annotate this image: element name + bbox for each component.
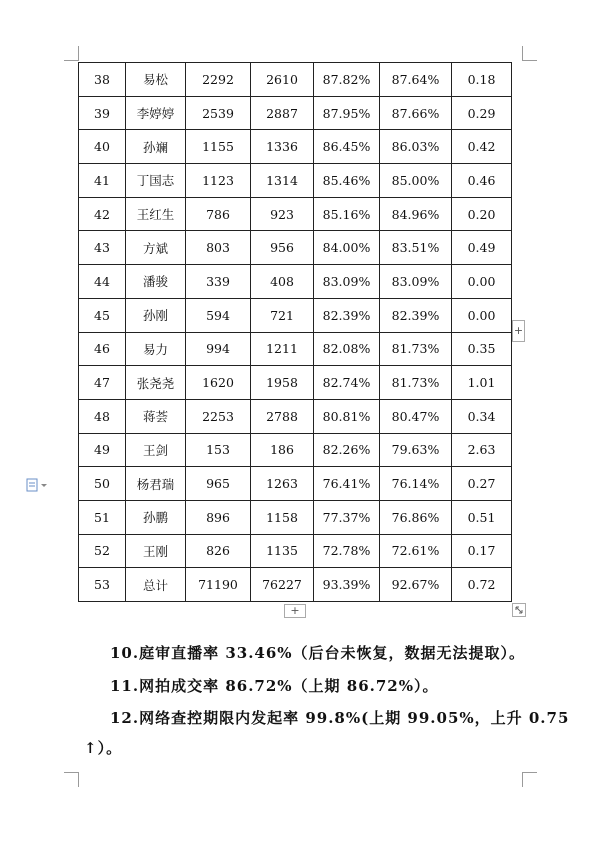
table-row bbox=[79, 399, 512, 433]
rank-cell: 43 bbox=[79, 231, 126, 265]
table-row bbox=[79, 366, 512, 400]
rate-previous-cell: 80.47% bbox=[380, 399, 452, 433]
change-cell: 0.42 bbox=[452, 130, 512, 164]
count-b-cell: 408 bbox=[251, 265, 314, 299]
rate-previous-cell: 79.63% bbox=[380, 433, 452, 467]
name-cell: 孙刚 bbox=[126, 298, 186, 332]
rate-previous-cell: 76.86% bbox=[380, 500, 452, 534]
count-a-cell: 2539 bbox=[186, 96, 251, 130]
table-row bbox=[79, 231, 512, 265]
count-a-cell: 826 bbox=[186, 534, 251, 568]
name-cell: 蒋荟 bbox=[126, 399, 186, 433]
change-cell: 0.72 bbox=[452, 568, 512, 602]
rank-cell: 45 bbox=[79, 298, 126, 332]
rate-current-cell: 83.09% bbox=[314, 265, 380, 299]
name-cell: 王剑 bbox=[126, 433, 186, 467]
rank-cell: 48 bbox=[79, 399, 126, 433]
table-row bbox=[79, 197, 512, 231]
count-a-cell: 803 bbox=[186, 231, 251, 265]
count-a-cell: 1123 bbox=[186, 164, 251, 198]
count-b-cell: 1958 bbox=[251, 366, 314, 400]
name-cell: 丁国志 bbox=[126, 164, 186, 198]
table-row bbox=[79, 332, 512, 366]
change-cell: 0.20 bbox=[452, 197, 512, 231]
name-cell: 杨君瑞 bbox=[126, 467, 186, 501]
name-cell: 孙鹏 bbox=[126, 500, 186, 534]
rate-previous-cell: 82.39% bbox=[380, 298, 452, 332]
rank-cell: 42 bbox=[79, 197, 126, 231]
name-cell: 总计 bbox=[126, 568, 186, 602]
count-b-cell: 721 bbox=[251, 298, 314, 332]
change-cell: 0.51 bbox=[452, 500, 512, 534]
count-b-cell: 2610 bbox=[251, 63, 314, 97]
rank-cell: 51 bbox=[79, 500, 126, 534]
rank-cell: 41 bbox=[79, 164, 126, 198]
name-cell: 王刚 bbox=[126, 534, 186, 568]
table-row bbox=[79, 164, 512, 198]
change-cell: 0.17 bbox=[452, 534, 512, 568]
count-b-cell: 1336 bbox=[251, 130, 314, 164]
rank-cell: 49 bbox=[79, 433, 126, 467]
rank-cell: 53 bbox=[79, 568, 126, 602]
change-cell: 0.35 bbox=[452, 332, 512, 366]
resize-arrow-icon bbox=[513, 604, 525, 616]
rank-cell: 46 bbox=[79, 332, 126, 366]
name-cell: 王红生 bbox=[126, 197, 186, 231]
page-corner-mark-bottom-right bbox=[522, 772, 537, 787]
rate-current-cell: 82.08% bbox=[314, 332, 380, 366]
paragraph-12-continued: ↑）。 bbox=[84, 739, 123, 757]
change-cell: 0.34 bbox=[452, 399, 512, 433]
change-cell: 0.29 bbox=[452, 96, 512, 130]
table-row bbox=[79, 534, 512, 568]
table-row bbox=[79, 568, 512, 602]
rank-cell: 38 bbox=[79, 63, 126, 97]
table-row bbox=[79, 500, 512, 534]
paragraph-12: 12.网络查控期限内发起率 99.8%(上期 99.05%，上升 0.75 bbox=[110, 709, 570, 727]
change-cell: 2.63 bbox=[452, 433, 512, 467]
table-row bbox=[79, 63, 512, 97]
table-resize-handle[interactable] bbox=[512, 603, 526, 617]
rate-current-cell: 85.46% bbox=[314, 164, 380, 198]
count-a-cell: 2292 bbox=[186, 63, 251, 97]
count-b-cell: 1135 bbox=[251, 534, 314, 568]
rate-current-cell: 82.74% bbox=[314, 366, 380, 400]
rate-previous-cell: 87.66% bbox=[380, 96, 452, 130]
count-a-cell: 994 bbox=[186, 332, 251, 366]
count-b-cell: 1263 bbox=[251, 467, 314, 501]
change-cell: 0.00 bbox=[452, 298, 512, 332]
table-row bbox=[79, 298, 512, 332]
count-a-cell: 594 bbox=[186, 298, 251, 332]
rate-current-cell: 82.26% bbox=[314, 433, 380, 467]
count-a-cell: 153 bbox=[186, 433, 251, 467]
count-b-cell: 76227 bbox=[251, 568, 314, 602]
rate-previous-cell: 83.09% bbox=[380, 265, 452, 299]
count-b-cell: 1211 bbox=[251, 332, 314, 366]
rate-current-cell: 87.82% bbox=[314, 63, 380, 97]
name-cell: 潘骏 bbox=[126, 265, 186, 299]
rate-previous-cell: 92.67% bbox=[380, 568, 452, 602]
rank-cell: 40 bbox=[79, 130, 126, 164]
table-row bbox=[79, 467, 512, 501]
rate-current-cell: 84.00% bbox=[314, 231, 380, 265]
count-a-cell: 896 bbox=[186, 500, 251, 534]
page-corner-mark-top-right bbox=[522, 46, 537, 61]
table-row bbox=[79, 96, 512, 130]
page-corner-mark-top-left bbox=[64, 46, 79, 61]
rate-current-cell: 80.81% bbox=[314, 399, 380, 433]
rate-previous-cell: 81.73% bbox=[380, 366, 452, 400]
paste-options-icon[interactable] bbox=[26, 477, 48, 491]
change-cell: 0.00 bbox=[452, 265, 512, 299]
change-cell: 0.49 bbox=[452, 231, 512, 265]
rank-cell: 39 bbox=[79, 96, 126, 130]
count-b-cell: 923 bbox=[251, 197, 314, 231]
rate-current-cell: 76.41% bbox=[314, 467, 380, 501]
rank-cell: 47 bbox=[79, 366, 126, 400]
name-cell: 张尧尧 bbox=[126, 366, 186, 400]
rate-previous-cell: 87.64% bbox=[380, 63, 452, 97]
rate-current-cell: 77.37% bbox=[314, 500, 380, 534]
rate-previous-cell: 72.61% bbox=[380, 534, 452, 568]
rate-current-cell: 93.39% bbox=[314, 568, 380, 602]
table-row bbox=[79, 433, 512, 467]
change-cell: 0.18 bbox=[452, 63, 512, 97]
ranking-table bbox=[78, 62, 512, 602]
rate-previous-cell: 81.73% bbox=[380, 332, 452, 366]
change-cell: 1.01 bbox=[452, 366, 512, 400]
count-b-cell: 2887 bbox=[251, 96, 314, 130]
rate-current-cell: 85.16% bbox=[314, 197, 380, 231]
table-row bbox=[79, 265, 512, 299]
rank-cell: 50 bbox=[79, 467, 126, 501]
count-a-cell: 1155 bbox=[186, 130, 251, 164]
rate-previous-cell: 85.00% bbox=[380, 164, 452, 198]
paragraph-11: 11.网拍成交率 86.72%（上期 86.72%）。 bbox=[110, 677, 439, 695]
rate-previous-cell: 86.03% bbox=[380, 130, 452, 164]
name-cell: 李婷婷 bbox=[126, 96, 186, 130]
count-a-cell: 1620 bbox=[186, 366, 251, 400]
change-cell: 0.46 bbox=[452, 164, 512, 198]
count-a-cell: 71190 bbox=[186, 568, 251, 602]
name-cell: 易松 bbox=[126, 63, 186, 97]
rank-cell: 44 bbox=[79, 265, 126, 299]
count-a-cell: 786 bbox=[186, 197, 251, 231]
add-column-button[interactable]: + bbox=[512, 320, 525, 342]
name-cell: 孙斓 bbox=[126, 130, 186, 164]
count-b-cell: 186 bbox=[251, 433, 314, 467]
count-a-cell: 2253 bbox=[186, 399, 251, 433]
rate-current-cell: 82.39% bbox=[314, 298, 380, 332]
count-a-cell: 339 bbox=[186, 265, 251, 299]
count-b-cell: 2788 bbox=[251, 399, 314, 433]
name-cell: 易力 bbox=[126, 332, 186, 366]
page-corner-mark-bottom-left bbox=[64, 772, 79, 787]
paragraph-10: 10.庭审直播率 33.46%（后台未恢复，数据无法提取）。 bbox=[110, 644, 526, 662]
rate-current-cell: 87.95% bbox=[314, 96, 380, 130]
rate-previous-cell: 83.51% bbox=[380, 231, 452, 265]
rate-previous-cell: 76.14% bbox=[380, 467, 452, 501]
rank-cell: 52 bbox=[79, 534, 126, 568]
count-b-cell: 956 bbox=[251, 231, 314, 265]
table-row bbox=[79, 130, 512, 164]
count-b-cell: 1314 bbox=[251, 164, 314, 198]
rate-current-cell: 72.78% bbox=[314, 534, 380, 568]
count-a-cell: 965 bbox=[186, 467, 251, 501]
rate-previous-cell: 84.96% bbox=[380, 197, 452, 231]
count-b-cell: 1158 bbox=[251, 500, 314, 534]
name-cell: 方斌 bbox=[126, 231, 186, 265]
rate-current-cell: 86.45% bbox=[314, 130, 380, 164]
add-row-button[interactable]: + bbox=[284, 604, 306, 618]
change-cell: 0.27 bbox=[452, 467, 512, 501]
